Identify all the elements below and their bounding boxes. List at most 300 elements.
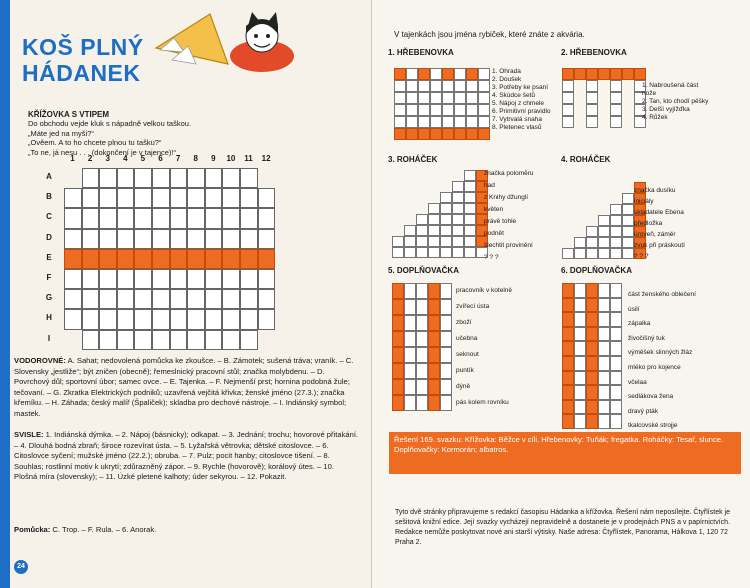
puzzle-cell (586, 248, 598, 259)
puzzle-cell (586, 80, 598, 92)
puzzle-cell (464, 170, 476, 181)
crossword-cell (134, 289, 152, 309)
puzzle-cell (598, 400, 610, 415)
crossword-cell (82, 229, 100, 249)
clue-line: 5. Nápoj z chmele (492, 100, 545, 107)
puzzle-secret-cell (430, 128, 442, 140)
puzzle-cell (610, 215, 622, 226)
puzzle-cell (440, 214, 452, 225)
puzzle-cell (466, 92, 478, 104)
puzzle-cell (406, 116, 418, 128)
clues-vertical-label: SVISLE: (14, 430, 44, 439)
clue-line: živočišný tuk (628, 334, 665, 342)
solution-box: Řešení 169. svazku: Křížovka: Běžce v cíli. Hřebenovky: Tuňák; fregatka. Roháčky: Tesař, slunce. Doplňovačky: Kormorán; albatros. (389, 432, 741, 474)
clue-line: sedlákova žena (628, 393, 674, 401)
crossword-cell (99, 208, 117, 228)
puzzle-cell (478, 92, 490, 104)
clue-line: výměšek slinných žláz (628, 349, 693, 357)
crossword-cell (258, 229, 276, 249)
puzzle-cell (440, 299, 452, 315)
puzzle-cell (562, 116, 574, 128)
puzzle-cell (562, 414, 574, 429)
crossword-cell (99, 330, 117, 350)
puzzle-2-clues (642, 82, 710, 122)
puzzle-cell (562, 356, 574, 371)
crossword-cell (134, 330, 152, 350)
puzzle-cell (442, 80, 454, 92)
clue-line: dýně (456, 383, 471, 390)
secret-row-cell (99, 249, 117, 269)
crossword-cell (222, 289, 240, 309)
puzzle-cell (392, 299, 404, 315)
crossword-cell (134, 229, 152, 249)
puzzle-cell (574, 414, 586, 429)
clue-line: tkalcovské strojje (628, 422, 678, 430)
column-number: 10 (226, 154, 236, 163)
puzzle-cell (454, 92, 466, 104)
puzzle-cell (452, 225, 464, 236)
clue-line: předložka (634, 220, 663, 227)
puzzle-cell (418, 116, 430, 128)
secret-row-cell (240, 249, 258, 269)
clues-horizontal-label: VODOROVNÉ: (14, 356, 66, 365)
crossword-cell (82, 269, 100, 289)
puzzle-5-clues (456, 283, 556, 411)
puzzle-cell (562, 298, 574, 313)
crossword-cell (222, 168, 240, 188)
puzzle-cell (562, 312, 574, 327)
intro-line: „Ověem. A to ho chcete plnou tu tašku?“ (28, 138, 162, 147)
puzzle-cell (586, 371, 598, 386)
puzzle-cell (610, 283, 622, 298)
clue-line: 4. Skúdce šetů (492, 92, 535, 99)
puzzle-cell (586, 400, 598, 415)
intro-line: „Máte jed na myši?“ (28, 128, 94, 138)
column-number: 5 (140, 154, 146, 163)
crossword-cell (240, 269, 258, 289)
puzzle-cell (574, 312, 586, 327)
puzzle-cell (442, 68, 454, 80)
crossword-cell (117, 330, 135, 350)
puzzle-cell (610, 204, 622, 215)
row-letter: G (45, 293, 53, 303)
puzzle-cell (406, 92, 418, 104)
puzzle-cell (392, 363, 404, 379)
puzzle-cell (598, 385, 610, 400)
clue-line: 1. Ohrada (492, 68, 521, 75)
clue-line: zápalka (628, 320, 651, 328)
puzzle-cell (428, 363, 440, 379)
puzzle-cell (562, 341, 574, 356)
puzzle-cell (394, 104, 406, 116)
secret-row-cell (64, 249, 82, 269)
clue-line: puntík (456, 367, 474, 374)
secret-row-cell (222, 249, 240, 269)
puzzle-cell (452, 192, 464, 203)
puzzle-cell (394, 68, 406, 80)
puzzle-cell (440, 363, 452, 379)
puzzle-cell (452, 203, 464, 214)
puzzle-cell (454, 80, 466, 92)
puzzle-cell (416, 283, 428, 299)
puzzle-cell (466, 116, 478, 128)
column-number: 6 (158, 154, 163, 163)
puzzle-cell (622, 193, 634, 204)
puzzle-cell (598, 215, 610, 226)
puzzle-cell (464, 247, 476, 258)
puzzle-cell (404, 379, 416, 395)
crossword-cell (82, 289, 100, 309)
secret-row-cell (82, 249, 100, 269)
puzzle-cell (440, 236, 452, 247)
crossword-cell (170, 309, 188, 329)
row-letter: D (46, 232, 52, 242)
crossword-cell (152, 229, 170, 249)
clue-line: iniciály (634, 198, 654, 205)
puzzle-secret-cell (478, 128, 490, 140)
crossword-cell (152, 309, 170, 329)
clue-line: z Knihy džunglí (484, 194, 529, 201)
puzzle-cell (574, 237, 586, 248)
puzzle-cell (404, 283, 416, 299)
row-letter: F (46, 273, 52, 282)
crossword-cell (64, 289, 82, 309)
puzzle-cell (610, 400, 622, 415)
crossword-cell (99, 168, 117, 188)
puzzle-cell (430, 68, 442, 80)
puzzle-cell (586, 237, 598, 248)
puzzle-cell (404, 236, 416, 247)
title-line-2: HÁDANEK (22, 60, 141, 86)
puzzle-cell (392, 347, 404, 363)
crossword-cell (82, 188, 100, 208)
crossword-cell (152, 208, 170, 228)
row-letter: C (46, 212, 52, 222)
crossword-cell (205, 269, 223, 289)
left-page (0, 0, 372, 588)
crossword-cell (134, 188, 152, 208)
puzzle-cell (416, 379, 428, 395)
puzzle-cell (404, 299, 416, 315)
puzzle-3-title: 3. ROHÁČEK (388, 155, 438, 164)
puzzle-cell (598, 226, 610, 237)
puzzle-cell (394, 80, 406, 92)
puzzle-cell (430, 80, 442, 92)
secret-row-cell (134, 249, 152, 269)
puzzle-cell (406, 104, 418, 116)
hint-label: Pomůcka: (14, 525, 51, 534)
puzzle-cell (574, 385, 586, 400)
crossword-cell (187, 309, 205, 329)
puzzle-secret-cell (442, 128, 454, 140)
row-letter: B (46, 192, 52, 202)
puzzle-cell (610, 104, 622, 116)
crossword-cell (205, 188, 223, 208)
crossword-cell (64, 309, 82, 329)
puzzle-cell (392, 331, 404, 347)
puzzle-cell (418, 104, 430, 116)
clues-horizontal (14, 356, 359, 420)
puzzle-5-title: 5. DOPLŇOVAČKA (388, 266, 459, 275)
clue-line: značka dusíku (634, 187, 676, 194)
puzzle-secret-cell (406, 128, 418, 140)
crossword-cell (258, 309, 276, 329)
crossword-cell (205, 168, 223, 188)
puzzle-cell (416, 236, 428, 247)
clue-line: 3. Potřeby ke psaní (492, 84, 549, 91)
puzzle-cell (574, 248, 586, 259)
column-number: 7 (175, 154, 181, 163)
crossword-cell (82, 208, 100, 228)
crossword-cell (82, 309, 100, 329)
puzzle-cell (392, 315, 404, 331)
puzzle-cell (416, 225, 428, 236)
puzzle-cell (416, 331, 428, 347)
crossword-cell (170, 229, 188, 249)
crossword-cell (99, 309, 117, 329)
column-number: 4 (123, 154, 128, 163)
clue-line: skladatele Ebena (634, 209, 684, 216)
crossword-cell (99, 269, 117, 289)
puzzle-cell (394, 92, 406, 104)
column-number: 8 (193, 154, 198, 163)
clue-line: ? ? ? (484, 254, 499, 261)
clue-line: úsilí (628, 305, 640, 313)
puzzle-cell (416, 347, 428, 363)
crossword-cell (134, 168, 152, 188)
crossword-cell (222, 188, 240, 208)
puzzle-cell (428, 214, 440, 225)
footer-note: Tyto dvě stránky připravujeme s redakcí časopisu Hádanka a křížovka. Řešení nám neposílejte. Čtyřlístek je sešitová knižní edice. Její svazky vycházejí nepravidelně a dostanete je v prodejnách PNS a v papírnictvích. Redakce nemůže poskytovat nové ani starší výtisky. Naše adresa: Čtyřlístek, Panorama, Hálkova 1, 120 72 Praha 2. (395, 509, 731, 546)
crossword-cell (117, 269, 135, 289)
puzzle-cell (452, 236, 464, 247)
clue-line: zvířecí ústa (456, 303, 490, 310)
crossword-cell (117, 188, 135, 208)
puzzle-cell (464, 181, 476, 192)
puzzle-cell (442, 92, 454, 104)
secret-row-cell (205, 249, 223, 269)
row-letter: H (46, 313, 52, 323)
puzzle-cell (464, 236, 476, 247)
crossword-cell (222, 229, 240, 249)
crossword-cell (134, 269, 152, 289)
puzzle-cell (430, 116, 442, 128)
puzzle-cell (586, 356, 598, 371)
row-letter: I (47, 333, 51, 343)
clue-line: 2. Doušek (492, 76, 522, 83)
puzzle-cell (622, 248, 634, 259)
clue-line: 4. Růžek (642, 114, 668, 121)
puzzle-cell (428, 331, 440, 347)
puzzle-cell (598, 283, 610, 298)
puzzle-secret-cell (574, 68, 586, 80)
crossword-cell (117, 229, 135, 249)
crossword-cell (117, 289, 135, 309)
puzzle-cell (452, 214, 464, 225)
clues-vertical (14, 430, 359, 483)
crossword-cell (152, 269, 170, 289)
cat-in-cone-illustration (150, 8, 300, 88)
puzzle-cell (478, 68, 490, 80)
clue-line: pás kolem rovníku (456, 399, 509, 406)
clue-line: mléko pro kojence (628, 363, 681, 371)
clue-line: učebna (456, 335, 478, 342)
puzzle-1-clues (492, 68, 552, 132)
puzzle-cell (440, 225, 452, 236)
column-number: 9 (211, 154, 216, 163)
puzzle-cell (586, 414, 598, 429)
crossword-cell (258, 208, 276, 228)
puzzle-4-clues (634, 185, 714, 262)
crossword-cell (240, 330, 258, 350)
crossword-cell (117, 168, 135, 188)
puzzle-cell (598, 248, 610, 259)
puzzle-cell (610, 298, 622, 313)
clue-line: značka poloměru (484, 170, 534, 177)
puzzle-4-title: 4. ROHÁČEK (561, 155, 611, 164)
puzzle-cell (598, 327, 610, 342)
puzzle-cell (562, 385, 574, 400)
puzzle-cell (404, 395, 416, 411)
puzzle-cell (428, 247, 440, 258)
puzzle-cell (622, 215, 634, 226)
crossword-cell (258, 289, 276, 309)
crossword-cell (205, 208, 223, 228)
puzzle-cell (404, 315, 416, 331)
crossword-cell (134, 309, 152, 329)
puzzle-cell (428, 315, 440, 331)
puzzle-cell (562, 104, 574, 116)
puzzle-cell (442, 104, 454, 116)
puzzle-cell (440, 203, 452, 214)
puzzle-cell (586, 341, 598, 356)
crossword-cell (187, 269, 205, 289)
crossword-cell (170, 208, 188, 228)
crossword-cell (205, 289, 223, 309)
puzzle-cell (440, 379, 452, 395)
clue-line: seknout (456, 351, 479, 358)
puzzle-secret-cell (586, 68, 598, 80)
puzzle-cell (610, 356, 622, 371)
puzzle-cell (622, 204, 634, 215)
clue-line: včelaa (628, 378, 647, 386)
crossword-cell (99, 289, 117, 309)
puzzle-cell (392, 379, 404, 395)
crossword-cell (152, 188, 170, 208)
puzzle-cell (454, 104, 466, 116)
clue-line: 1. Nabroušená část nože (642, 82, 699, 97)
puzzle-secret-cell (610, 68, 622, 80)
puzzle-6-title: 6. DOPLŇOVAČKA (561, 266, 632, 275)
crossword-cell (205, 309, 223, 329)
crossword-cell (205, 229, 223, 249)
crossword-cell (64, 229, 82, 249)
puzzle-cell (428, 203, 440, 214)
puzzle-cell (416, 214, 428, 225)
puzzle-cell (622, 237, 634, 248)
crossword-cell (152, 289, 170, 309)
crossword-cell (258, 188, 276, 208)
puzzle-cell (428, 236, 440, 247)
puzzle-cell (394, 116, 406, 128)
clue-line: podnět (484, 230, 504, 237)
puzzle-cell (464, 203, 476, 214)
crossword-cell (240, 229, 258, 249)
crossword-cell (222, 330, 240, 350)
crossword-cell (170, 289, 188, 309)
crossword-cell (240, 309, 258, 329)
right-page (372, 0, 750, 588)
puzzle-cell (418, 80, 430, 92)
puzzle-1-title: 1. HŘEBENOVKA (388, 48, 454, 57)
crossword-cell (99, 188, 117, 208)
puzzle-cell (406, 80, 418, 92)
puzzle-cell (454, 116, 466, 128)
crossword-cell (170, 269, 188, 289)
crossword-cell (64, 188, 82, 208)
puzzle-6-clues (628, 288, 738, 434)
puzzle-cell (598, 312, 610, 327)
puzzle-cell (598, 371, 610, 386)
puzzle-cell (574, 327, 586, 342)
puzzle-cell (416, 395, 428, 411)
puzzle-cell (598, 356, 610, 371)
puzzle-cell (610, 92, 622, 104)
puzzle-cell (440, 395, 452, 411)
puzzle-cell (466, 68, 478, 80)
crossword-cell (187, 289, 205, 309)
puzzle-cell (404, 225, 416, 236)
clues-horizontal-text: A. Sahat; nedovolená pomůcka ke zkoušce. – B. Zámotek; sušená tráva; vraník. – C. Slovensky „jestliže“; být zničen (obecně); řemeslnický pracovní stůl; značka molybdenu. – D. Povrchový důl; sportovní úbor; samec ovce. – E. Tajenka. – F. Nejmenší prst; hornina podobná žule; tečovaní. – G. Zkratka Elektrických podniků; uzavřená vejčitá křivka; ženské jméno (27.3.); značka křemíku. – H. Záhada; český malíř (Špaliček); skladba pro dechové nástroje. – I. Indiánský symbol; mastek. (14, 356, 354, 418)
puzzle-cell (428, 299, 440, 315)
crossword-cell (117, 309, 135, 329)
crossword-cell (187, 330, 205, 350)
column-number: 12 (261, 154, 271, 163)
puzzle-cell (586, 116, 598, 128)
puzzle-cell (586, 92, 598, 104)
puzzle-cell (440, 315, 452, 331)
crossword-cell (82, 330, 100, 350)
crossword-title: KŘÍŽOVKA S VTIPEM (28, 110, 110, 119)
puzzle-cell (562, 371, 574, 386)
clue-line: pracovník v kotelně (456, 287, 513, 294)
puzzle-cell (452, 247, 464, 258)
puzzle-cell (574, 400, 586, 415)
puzzle-cell (478, 80, 490, 92)
puzzle-cell (478, 116, 490, 128)
puzzle-cell (466, 104, 478, 116)
puzzle-cell (610, 312, 622, 327)
puzzle-cell (416, 299, 428, 315)
clue-line: květen (484, 206, 504, 213)
secret-row-cell (258, 249, 276, 269)
puzzle-cell (416, 315, 428, 331)
puzzle-cell (416, 247, 428, 258)
puzzle-secret-cell (562, 68, 574, 80)
puzzle-cell (574, 356, 586, 371)
puzzle-cell (416, 363, 428, 379)
column-number: 1 (70, 154, 75, 163)
puzzle-cell (562, 92, 574, 104)
clue-line: 2. Tan, kto chodí pěšky (642, 98, 709, 105)
crossword-cell (152, 330, 170, 350)
crossword-cell (187, 188, 205, 208)
puzzle-cell (586, 312, 598, 327)
puzzle-cell (574, 341, 586, 356)
clue-line: zboží (456, 319, 472, 326)
puzzle-cell (610, 226, 622, 237)
puzzle-cell (610, 116, 622, 128)
